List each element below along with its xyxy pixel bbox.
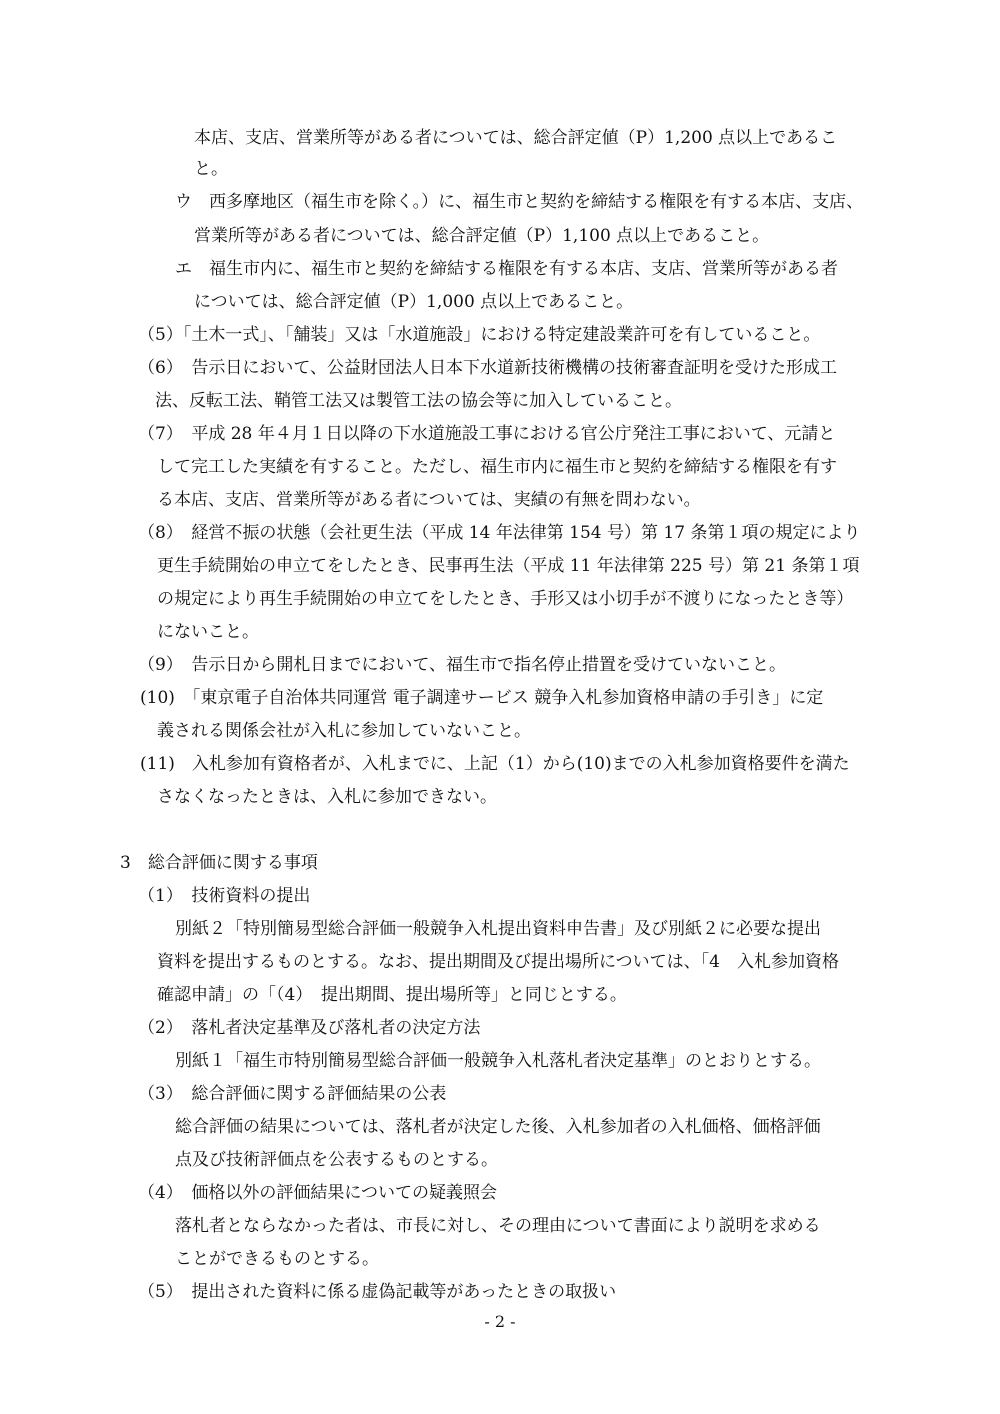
section-heading-3: 3 総合評価に関する事項 — [120, 853, 318, 873]
list-item-u: ウ 西多摩地区（福生市を除く。）に、福生市と契約を締結する権限を有する本店、支店、 — [175, 192, 864, 212]
item-8: （8） 経営不振の状態（会社更生法（平成 14 年法律第 154 号）第 17 条第１項の規定により — [138, 523, 861, 543]
text-line: については、総合評定値（P）1,000 点以上であること。 — [194, 292, 634, 312]
subsection-heading-1: （1） 技術資料の提出 — [138, 886, 311, 906]
text-line: 別紙１「福生市特別簡易型総合評価一般競争入札落札者決定基準」のとおりとする。 — [175, 1051, 821, 1071]
text-line: 法、反転工法、鞘管工法又は製管工法の協会等に加入していること。 — [155, 391, 682, 411]
text-line: 確認申請」の「（4） 提出期間、提出場所等」と同じとする。 — [157, 985, 627, 1005]
text-line: 営業所等がある者については、総合評定値（P）1,100 点以上であること。 — [194, 226, 770, 246]
subsection-heading-5: （5） 提出された資料に係る虚偽記載等があったときの取扱い — [138, 1282, 617, 1302]
text-line: 落札者とならなかった者は、市長に対し、その理由について書面により説明を求める — [175, 1216, 821, 1236]
subsection-heading-4: （4） 価格以外の評価結果についての疑義照会 — [138, 1183, 497, 1203]
item-5: （5）「土木一式」、「舗装」又は「水道施設」における特定建設業許可を有していること。 — [138, 325, 821, 345]
subsection-heading-3: （3） 総合評価に関する評価結果の公表 — [138, 1084, 447, 1104]
text-line: ことができるものとする。 — [175, 1249, 379, 1269]
list-item-e: エ 福生市内に、福生市と契約を締結する権限を有する本店、支店、営業所等がある者 — [175, 259, 838, 279]
text-line: 総合評価の結果については、落札者が決定した後、入札参加者の入札価格、価格評価 — [175, 1117, 821, 1137]
subsection-heading-2: （2） 落札者決定基準及び落札者の決定方法 — [138, 1018, 481, 1038]
item-6: （6） 告示日において、公益財団法人日本下水道新技術機構の技術審査証明を受けた形成工 — [138, 358, 837, 378]
text-line: にないこと。 — [157, 622, 259, 642]
text-line: 更生手続開始の申立てをしたとき、民事再生法（平成 11 年法律第 225 号）第 21 条第１項 — [157, 556, 860, 576]
text-line: して完工した実績を有すること。ただし、福生市内に福生市と契約を締結する権限を有す — [157, 457, 837, 477]
page-number: - 2 - — [484, 1312, 516, 1331]
text-line: 点及び技術評価点を公表するものとする。 — [175, 1150, 498, 1170]
text-line: 別紙２「特別簡易型総合評価一般競争入札提出資料申告書」及び別紙２に必要な提出 — [175, 919, 821, 939]
text-line: る本店、支店、営業所等がある者については、実績の有無を問わない。 — [157, 490, 701, 510]
text-line: さなくなったときは、入札に参加できない。 — [157, 787, 497, 807]
item-9: （9） 告示日から開札日までにおいて、福生市で指名停止措置を受けていないこと。 — [138, 655, 786, 675]
item-7: （7） 平成 28 年４月１日以降の下水道施設工事における官公庁発注工事において、元請と — [138, 424, 836, 444]
item-11: (11) 入札参加有資格者が、入札までに、上記（1）から(10)までの入札参加資格要件を満た — [140, 754, 850, 774]
text-line: 義される関係会社が入札に参加していないこと。 — [157, 721, 531, 741]
text-line: 本店、支店、営業所等がある者については、総合評定値（P）1,200 点以上であるこ — [194, 128, 838, 148]
text-line: の規定により再生手続開始の申立てをしたとき、手形又は小切手が不渡りになったとき等） — [157, 589, 854, 609]
text-line: と。 — [194, 159, 228, 179]
text-line: 資料を提出するものとする。なお、提出期間及び提出場所については、「4 入札参加資格 — [157, 952, 839, 972]
item-10: (10) 「東京電子自治体共同運営 電子調達サービス 競争入札参加資格申請の手引き」に定 — [140, 688, 824, 708]
